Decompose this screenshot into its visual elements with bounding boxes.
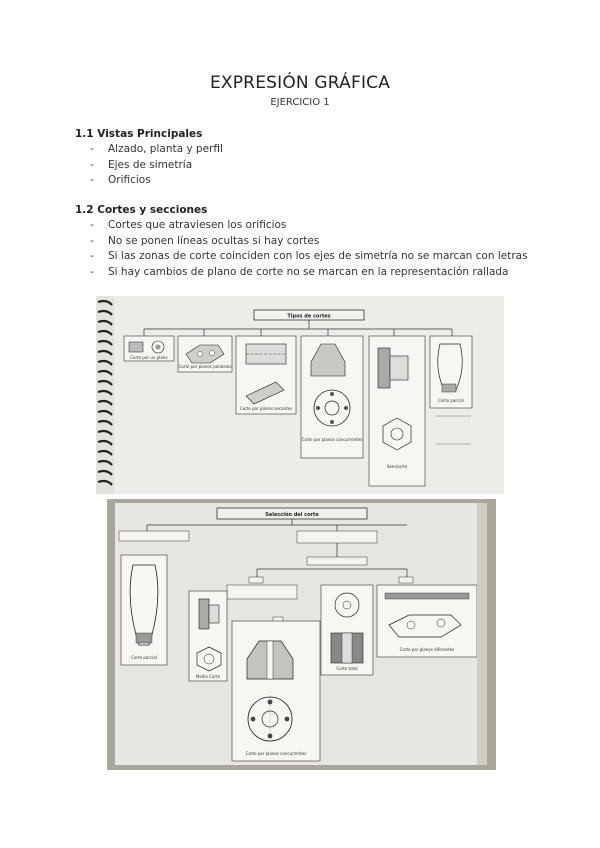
photo-tipos-de-cortes xyxy=(96,296,504,494)
figure-label: Corte parcial xyxy=(438,398,464,403)
list-item: - No se ponen líneas ocultas si hay cortes xyxy=(75,234,528,249)
list-item: - Orificios xyxy=(75,173,223,188)
section-cortes-secciones xyxy=(75,203,528,280)
figure-label: Semicorte xyxy=(386,464,408,469)
photo-seleccion-del-corte xyxy=(107,499,496,770)
figure-title: Tipos de cortes xyxy=(287,313,331,320)
section-heading: 1.2 Cortes y secciones xyxy=(75,204,208,216)
figure-label: Corte por planos concurrentes xyxy=(245,751,307,756)
page-title: EXPRESIÓN GRÁFICA xyxy=(209,73,391,93)
section-vistas-principales xyxy=(75,127,223,189)
diagram-tipos-de-cortes xyxy=(96,296,504,494)
list-item: - Si las zonas de corte coinciden con los ejes de simetría no se marcan con letras xyxy=(75,249,528,264)
list-item: - Si hay cambios de plano de corte no se marcan en la representación rallada xyxy=(75,265,528,280)
figure-label: Medio Corte xyxy=(195,674,221,679)
figure-label: Corte por planos diferentes xyxy=(399,647,455,652)
list-item: - Ejes de simetría xyxy=(75,158,223,173)
diagram-seleccion-del-corte xyxy=(107,499,496,770)
bullet-list xyxy=(75,218,528,280)
list-item: - Cortes que atraviesen los orificios xyxy=(75,218,528,233)
figure-label: Corte total xyxy=(336,666,358,671)
figure-label: Corte por planos concurrentes xyxy=(301,437,363,442)
figure-label: Corte parcial xyxy=(131,655,157,660)
figure-label: Corte por un plano xyxy=(130,355,168,360)
figure-label: Corte por planos paralelos xyxy=(178,364,232,369)
figure-label: Corte por planos secantes xyxy=(239,406,293,411)
list-item: - Alzado, planta y perfil xyxy=(75,142,223,157)
figure-title: Selección del corte xyxy=(265,512,319,518)
page-subtitle: EJERCICIO 1 xyxy=(270,97,330,108)
section-heading: 1.1 Vistas Principales xyxy=(75,128,203,140)
bullet-list xyxy=(75,142,223,188)
